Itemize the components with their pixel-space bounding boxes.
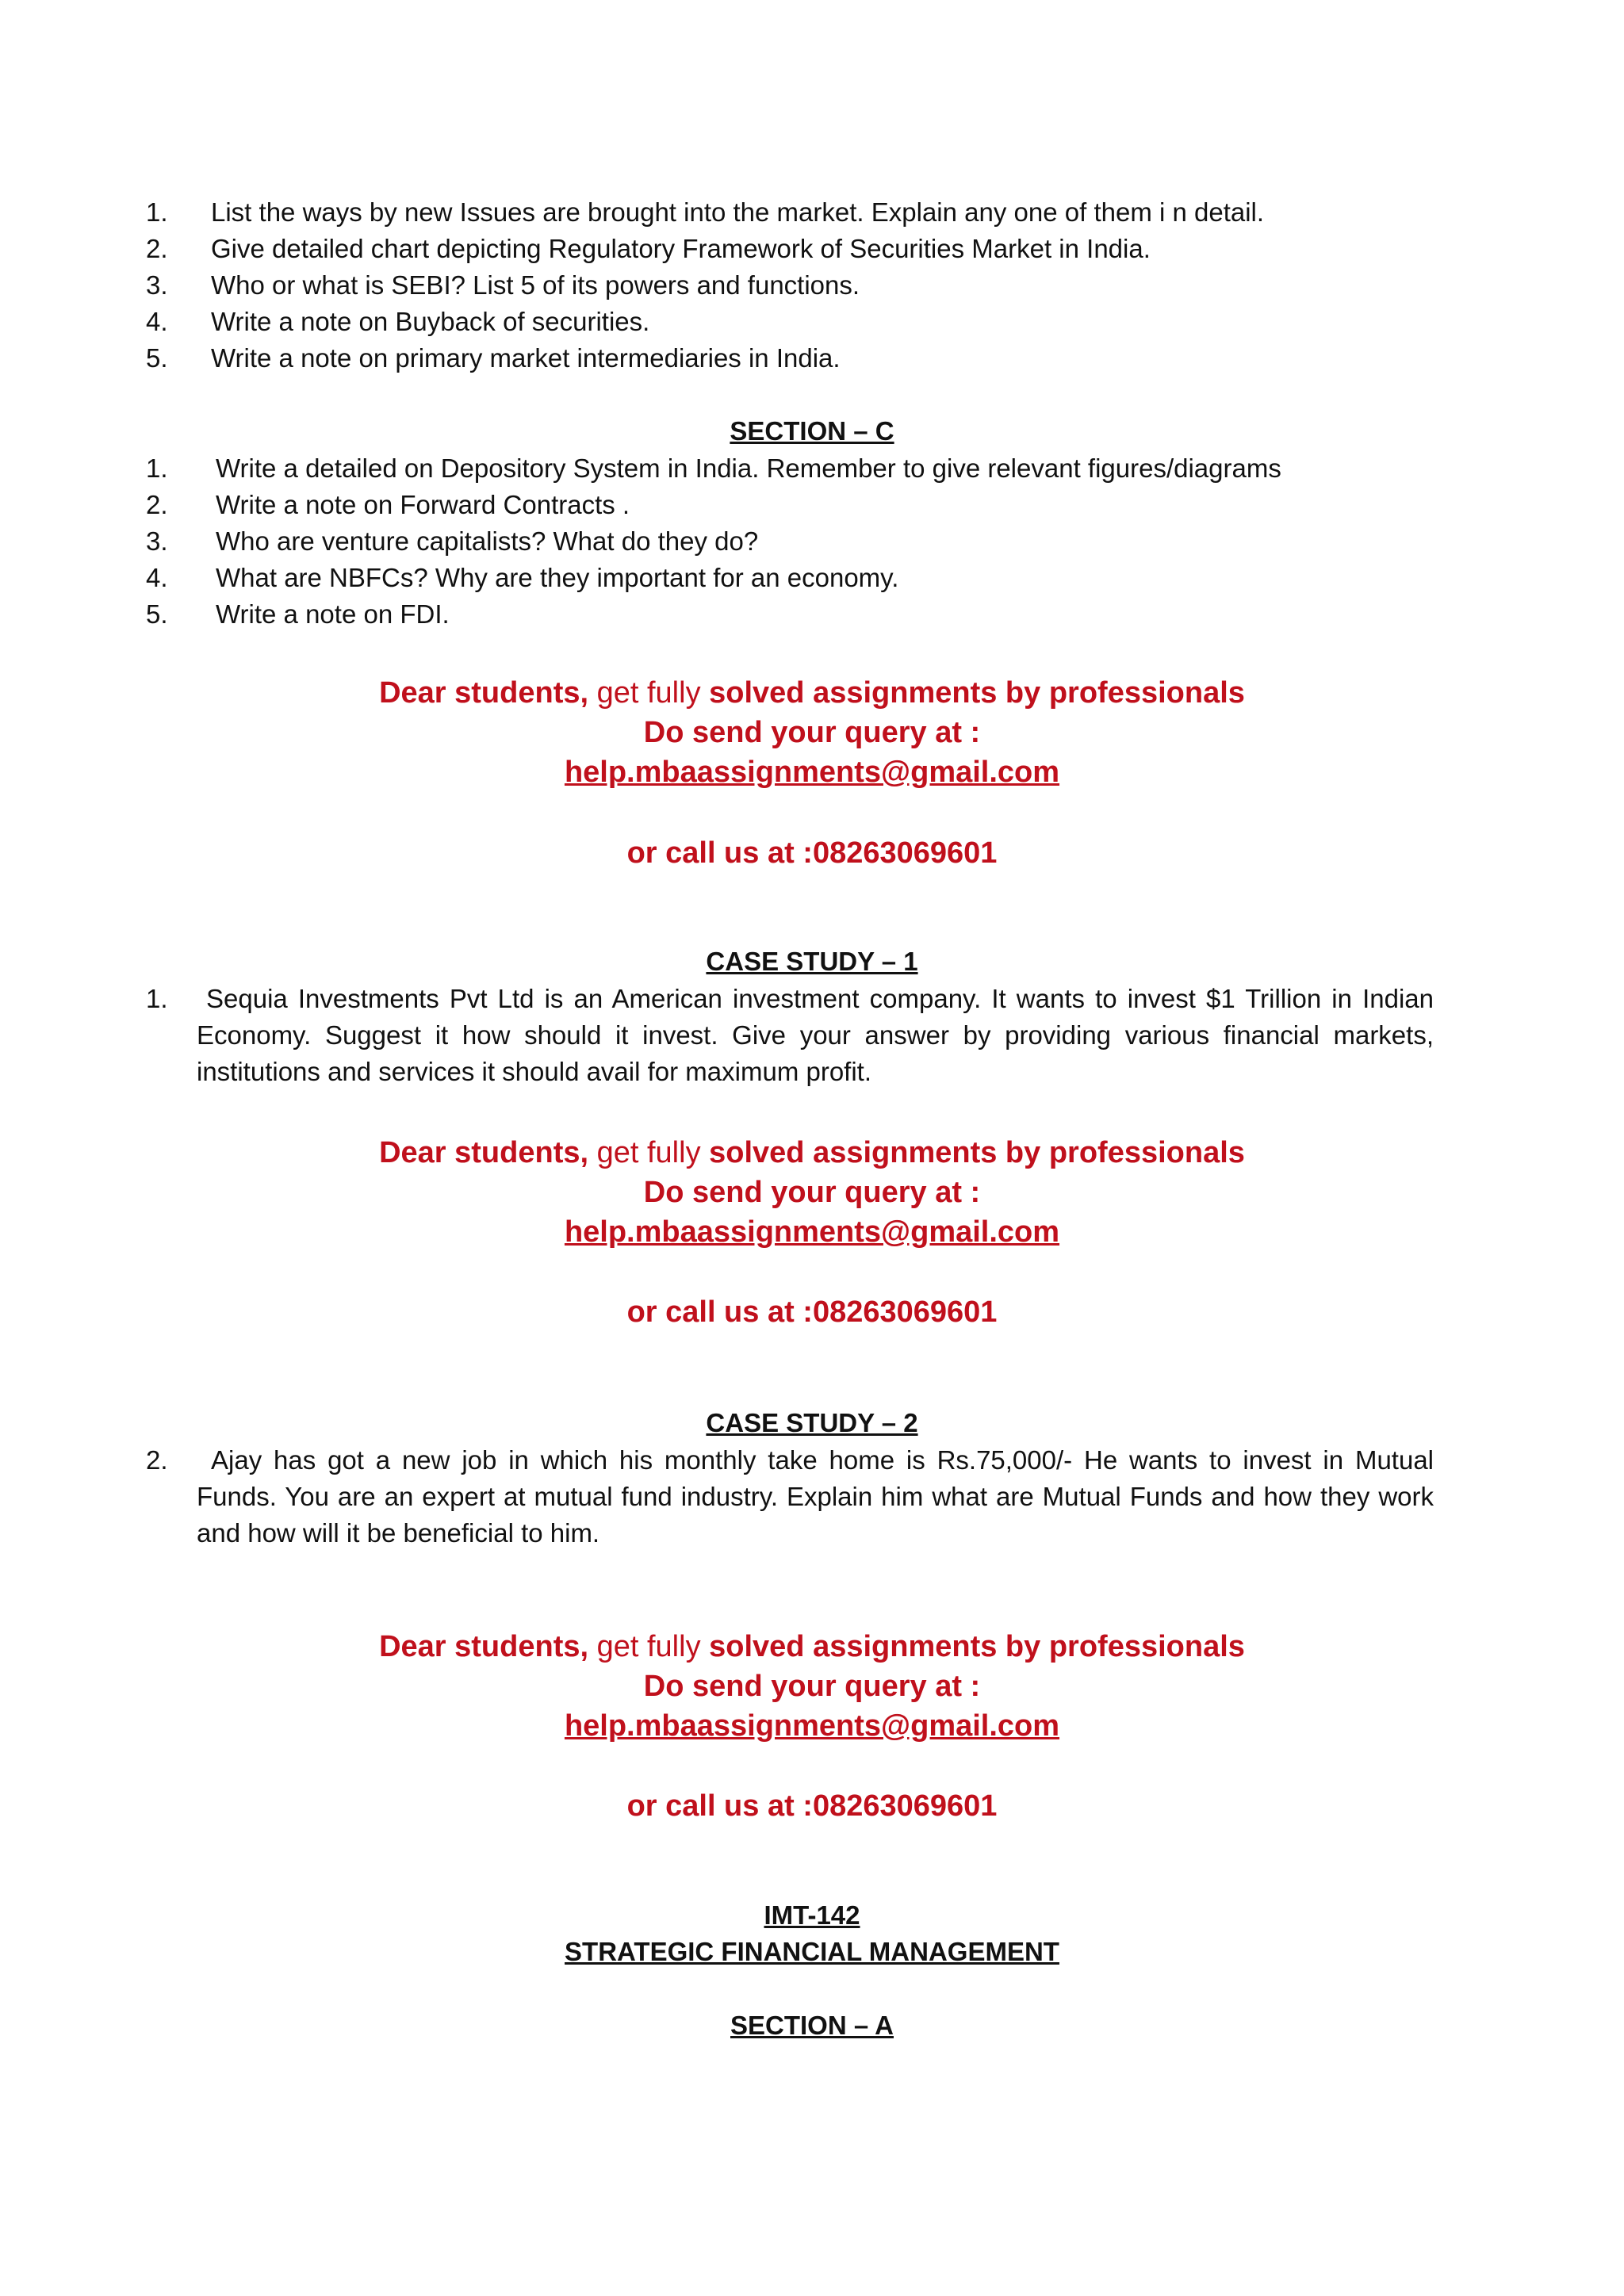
list-number: 4.	[146, 563, 168, 592]
promo-email-line	[0, 752, 1624, 792]
promo-dear: Dear students,	[379, 1630, 589, 1663]
promo-call-text: or call us at :08263069601	[626, 836, 998, 870]
promo-headline	[0, 1133, 1624, 1173]
promo-get-fully: get fully	[588, 676, 710, 710]
list-number: 1.	[146, 453, 168, 483]
promo-query-text: Do send your query at :	[643, 1670, 981, 1703]
promo-headline	[0, 1627, 1624, 1667]
promo-query-text: Do send your query at :	[643, 716, 981, 749]
promo-get-fully: get fully	[588, 1630, 710, 1663]
list-text: Write a note on Buyback of securities.	[211, 307, 650, 336]
promo-email-link[interactable]: help.mbaassignments@gmail.com	[564, 756, 1060, 789]
promo-email-line	[0, 1706, 1624, 1746]
list-text: Write a note on primary market intermediaries in India.	[211, 343, 841, 373]
list-number: 2.	[146, 234, 168, 263]
promo-query	[0, 1173, 1624, 1212]
promo-query	[0, 713, 1624, 752]
list-text: Give detailed chart depicting Regulatory Framework of Securities Market in India.	[211, 234, 1151, 263]
case-study-2-heading: CASE STUDY – 2	[706, 1408, 918, 1437]
promo-call	[0, 1292, 1624, 1332]
promo-call	[0, 833, 1624, 873]
case-study-2-text: Ajay has got a new job in which his monthly take home is Rs.75,000/- He wants to invest in Mutual Funds. You are an expert at mutual fund industry. Explain him what are Mutual Funds and how they work and how will it be beneficial to him.	[197, 1445, 1434, 1548]
promo-email-line	[0, 1212, 1624, 1252]
course-code: IMT-142	[764, 1900, 860, 1930]
promo-dear: Dear students,	[379, 1136, 589, 1169]
promo-call	[0, 1786, 1624, 1826]
promo-dear: Dear students,	[379, 676, 589, 710]
promo-get-fully: get fully	[588, 1136, 710, 1169]
list-number: 1.	[146, 984, 168, 1013]
list-number: 1.	[146, 197, 168, 227]
list-number: 5.	[146, 599, 168, 629]
list-text: Who or what is SEBI? List 5 of its powers and functions.	[211, 270, 860, 300]
list-text: Who are venture capitalists? What do they do?	[216, 526, 759, 556]
promo-query-text: Do send your query at :	[643, 1176, 981, 1209]
promo-email-link[interactable]: help.mbaassignments@gmail.com	[564, 1215, 1060, 1249]
promo-query	[0, 1667, 1624, 1706]
case-study-1-heading: CASE STUDY – 1	[706, 947, 918, 976]
list-number: 2.	[146, 1445, 168, 1475]
section-a-heading: SECTION – A	[730, 2011, 894, 2040]
list-text: List the ways by new Issues are brought into the market. Explain any one of them i n detail.	[211, 197, 1265, 227]
case-study-1-text: Sequia Investments Pvt Ltd is an American investment company. It wants to invest $1 Trillion in Indian Economy. Suggest it how should it invest. Give your answer by providing various financial markets, institutions and services it should avail for maximum profit.	[197, 984, 1434, 1086]
list-number: 3.	[146, 526, 168, 556]
list-number: 5.	[146, 343, 168, 373]
promo-headline	[0, 673, 1624, 713]
list-text: Write a note on Forward Contracts .	[216, 490, 630, 519]
promo-email-link[interactable]: help.mbaassignments@gmail.com	[564, 1709, 1060, 1743]
promo-solved: solved assignments by professionals	[709, 1136, 1245, 1169]
promo-call-text: or call us at :08263069601	[626, 1295, 998, 1329]
list-text: Write a note on FDI.	[216, 599, 450, 629]
list-text: What are NBFCs? Why are they important for an economy.	[216, 563, 899, 592]
list-number: 4.	[146, 307, 168, 336]
promo-call-text: or call us at :08263069601	[626, 1789, 998, 1823]
course-title: STRATEGIC FINANCIAL MANAGEMENT	[565, 1937, 1059, 1966]
list-text: Write a detailed on Depository System in India. Remember to give relevant figures/diagrams	[216, 453, 1281, 483]
section-c-heading: SECTION – C	[730, 416, 894, 446]
promo-solved: solved assignments by professionals	[709, 1630, 1245, 1663]
list-number: 3.	[146, 270, 168, 300]
list-number: 2.	[146, 490, 168, 519]
promo-solved: solved assignments by professionals	[709, 676, 1245, 710]
